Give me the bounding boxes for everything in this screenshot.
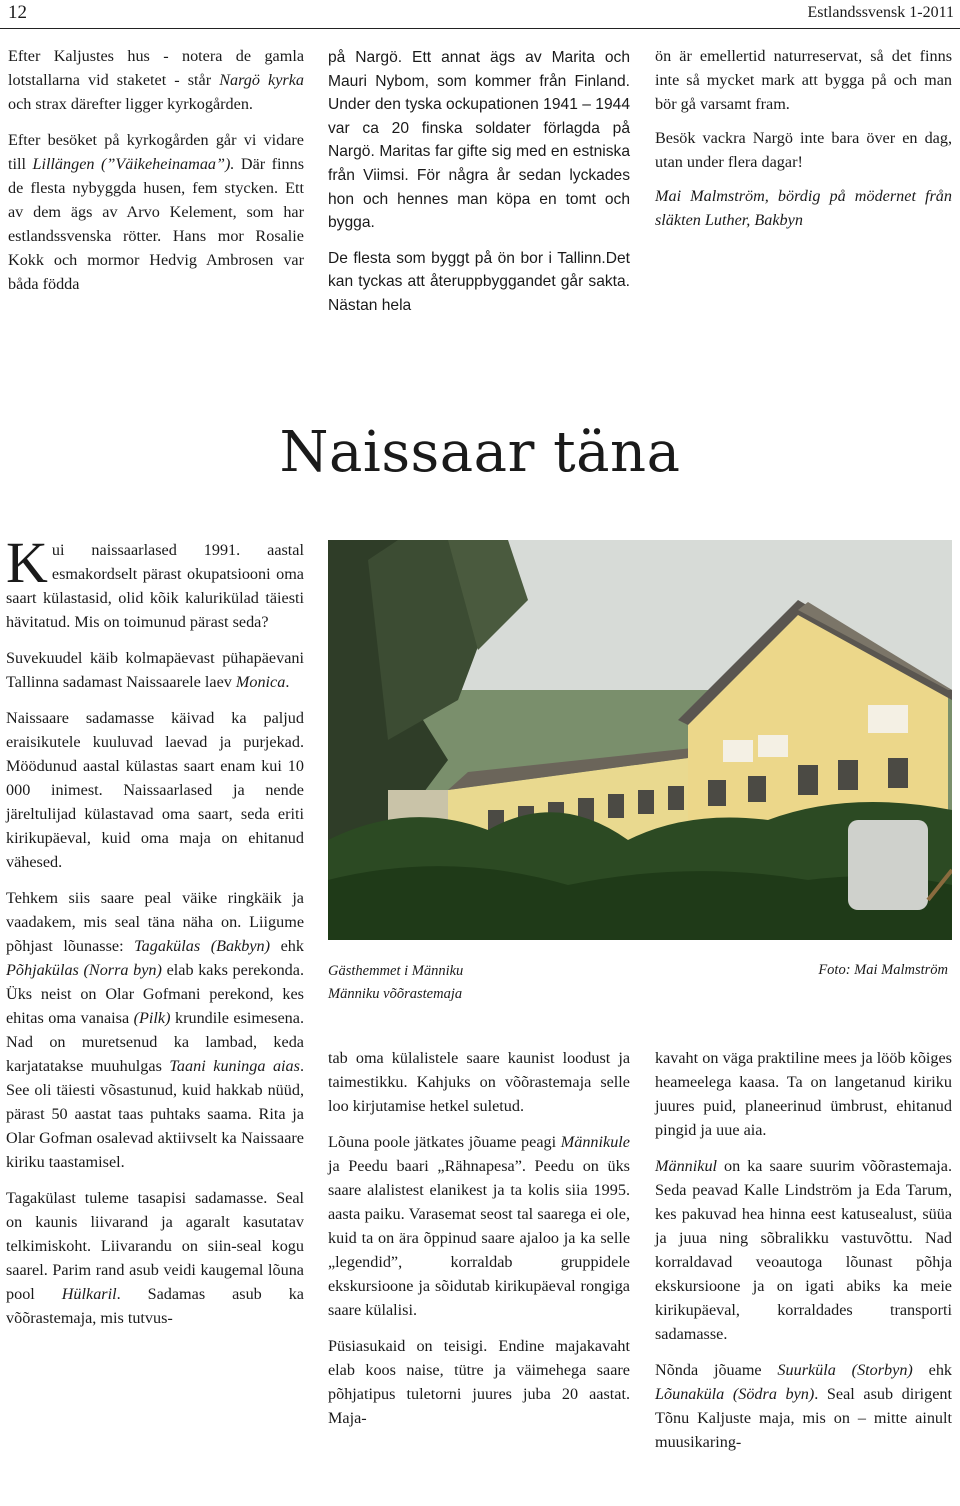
photo-illustration — [328, 540, 952, 940]
article-title: Naissaar täna — [279, 420, 681, 485]
author-signature: Mai Malmström, bördig på mödernet från släkten Luther, Bakbyn — [655, 187, 952, 229]
paragraph: kavaht on väga praktiline mees ja lööb kõiges heameelega kaasa. Ta on langetanud kiriku juures puid, planeerinud ümbrust, ehitanud pingid ja uue aia. — [655, 1049, 952, 1139]
drop-cap: K — [6, 530, 48, 595]
paragraph: Lõuna poole jätkates jõuame peagi Männikule ja Peedu baari „Rähnapesa”. Peedu on üks saare alalistest elanikest ja ta kolis siia 1995. aasta paiku. Varasemat seost tal saarega ei ole, kuid ta on ära õppinud saare ajaloo ja ka selle „legendid”, korraldab gruppidele ekskursioone ja sõidutab kirikupäeval rongiga saare külalisi. — [328, 1133, 630, 1319]
paragraph: Efter besöket på kyrkogården går vi vidare till Lillängen (”Väikeheinamaa”). Där finns de flesta nybyggda husen, fem stycken. Ett av dem ägs av Arvo Kelement, som har estlandssvenska rötter. Hans mor Rosalie Kokk och mormor Hedvig Ambrosen var båda födda — [8, 131, 304, 293]
bottom-column-2 — [328, 1046, 630, 1442]
paragraph: tab oma külalistele saare kaunist loodust ja taimestikku. Kahjuks on võõrastemaja selle loo kirjutamise hetkel suletud. — [328, 1049, 630, 1115]
paragraph: Püsiasukaid on teisigi. Endine majakavaht elab koos naise, tütre ja väimehega saare põhjatipus tuletorni juures juba 20 aastat. Maja- — [328, 1337, 630, 1427]
paragraph: Nõnda jõuame Suurküla (Storbyn) ehk Lõunaküla (Södra byn). Seal asub dirigent Tõnu Kaljuste maja, mis on – mitte ainult muusikaring- — [655, 1361, 953, 1451]
top-column-3 — [655, 44, 952, 244]
photo-caption — [328, 960, 463, 1006]
paragraph: ön är emellertid naturreservat, så det finns inte så mycket mark att bygga på och man bör gå varsamt fram. — [655, 47, 952, 113]
caption-line-swedish: Gästhemmet i Männiku — [328, 963, 464, 979]
photo-credit: Foto: Mai Malmström — [818, 962, 948, 978]
paragraph: De flesta som byggt på ön bor i Tallinn.Det kan tyckas att återuppbyggandet går sakta. Nästan hela — [328, 249, 630, 314]
page-header — [0, 0, 960, 29]
top-column-2 — [328, 46, 630, 330]
paragraph: Suvekuudel käib kolmapäevast pühapäevani Tallinna sadamast Naissaarele laev Monica. — [6, 649, 304, 691]
bottom-column-3 — [655, 1046, 952, 1466]
paragraph: Naissaare sadamasse käivad ka paljud eraisikutele kuuluvad laevad ja purjekad. Möödunud aastal külastas saart enam kui 10 000 inimest. Naissaarlased ja nende järeltulijad külastavad oma saart, seda eriti kirikupäeval, kuid oma maja on ehitanud vähesed. — [6, 709, 304, 871]
top-column-1 — [8, 44, 304, 308]
paragraph: Männikul on ka saare suurim võõrastemaja. Seda peavad Kalle Lindström ja Eda Tarum, kes pakuvad hea hinna eest katusealust, süüa ja juua ning sõbralikku vastuvõttu. Nad korraldavad veoautoga lõunast põhja ekskursioone ja on igati abiks ka meie kirikupäeval, korraldades transporti sadamasse. — [655, 1157, 952, 1343]
building-photo — [328, 540, 952, 940]
paragraph: Efter Kaljustes hus - notera de gamla lotstallarna vid staketet - står Nargö kyrka och strax därefter ligger kyrkogården. — [8, 47, 304, 113]
paragraph: Kui naissaarlased 1991. aastal esmakordselt pärast okupatsiooni oma saart külastasid, olid kõik kalurikülad täiesti hävitatud. Mis on toimunud pärast seda? — [6, 530, 304, 631]
running-head: Estlandssvensk 1-2011 — [807, 4, 954, 21]
caption-line-estonian: Männiku võõrastemaja — [328, 986, 463, 1002]
bottom-column-1 — [6, 530, 304, 1342]
paragraph: Tehkem siis saare peal väike ringkäik ja vaadakem, mis seal täna näha on. Liigume põhjast lõunasse: Tagakülas (Bakbyn) ehk Põhjakülas (Norra byn) elab kaks perekonda. Üks neist on Olar Gofmani perekond, kes ehitas oma vanaisa (Pilk) krundile esimesena. Nad on muretsenud ka lambad, keda karjatatakse muuhulgas Taani kuninga aias. See oli täiesti võsastunud, kuid hakkab nüüd, pärast 50 aastat taas puhtaks saama. Rita ja Olar Gofman osalevad aktiivselt ka Naissaare kiriku taastamisel. — [6, 889, 304, 1171]
paragraph: Tagakülast tuleme tasapisi sadamasse. Seal on kaunis liivarand ja agaralt kasutatav telkimiskoht. Liivarandu on siin-seal kogu saarel. Parim rand asub veidi kaugemal lõuna pool Hülkaril. Sadamas asub ka võõrastemaja, mis tutvus- — [6, 1189, 304, 1327]
page-number: 12 — [8, 2, 27, 23]
paragraph: Besök vackra Nargö inte bara över en dag, utan under flera dagar! — [655, 129, 952, 171]
paragraph: på Nargö. Ett annat ägs av Marita och Mauri Nybom, som kommer från Finland. Under den tyska ockupationen 1941 – 1944 var ca 20 finska soldater förlagda på Nargö. Maritas far gifte sig med en estniska från Viimsi. För några år sedan lyckades hon och hennes man köpa en tomt och bygga. — [328, 49, 630, 232]
